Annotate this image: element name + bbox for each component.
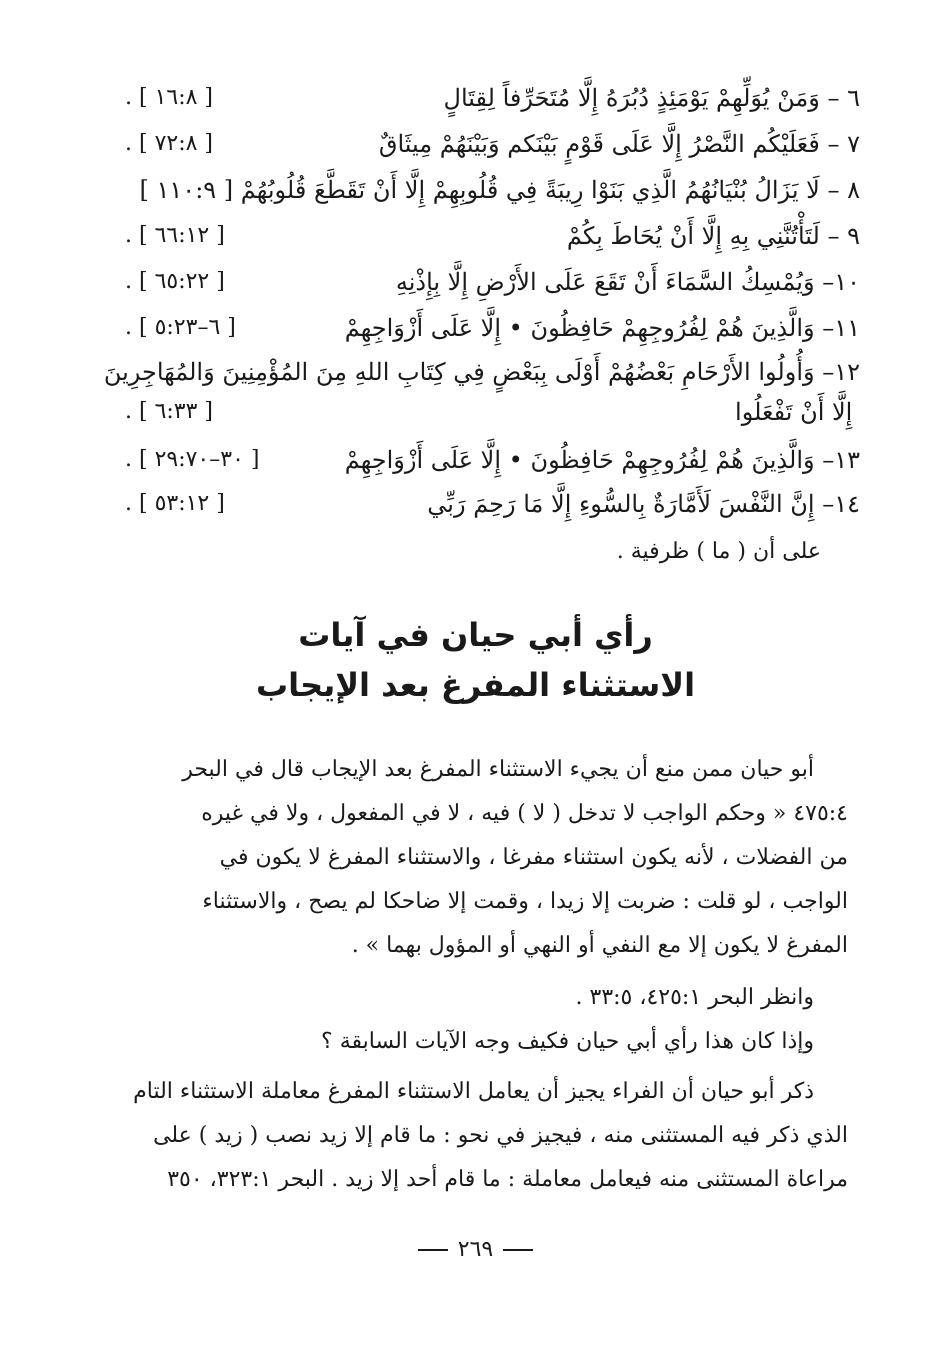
verse-line: [125, 124, 860, 164]
verse-reference: . [ ٦–٥:٢٣ ]: [125, 315, 236, 340]
footnote-remark: على أن ( ما ) ظرفية .: [616, 539, 821, 564]
paragraph-line: ٤٧٥:٤ « وحكم الواجب لا تدخل ( لا ) فيه ، لا في المفعول ، ولا في غيره: [201, 801, 848, 826]
verse-text: وَمَنْ يُوَلِّهِمْ يَوْمَئِذٍ دُبُرَهُ إِلَّا مُتَحَرِّفاً لِقِتَالٍ: [443, 84, 820, 112]
verse-number: ٩ –: [827, 222, 860, 250]
paragraph: [123, 976, 848, 1064]
verse-line: [103, 352, 860, 392]
verse-text: إِنَّ النَّفْسَ لَأَمَّارَةٌ بِالسُّوءِ إِلَّا مَا رَحِمَ رَبِّي: [427, 490, 815, 518]
verse-text: لَا يَزَالُ بُنْيَانُهُمُ الَّذِي بَنَوْا رِيبَةً فِي قُلُوبِهِمْ إِلَّا أَنْ تَقَطَّعَ قُلُوبُهُمْ [ ١١٠:٩ ]: [139, 176, 820, 204]
verse-number: ٨ –: [827, 176, 860, 204]
section-heading-line1: رأي أبي حيان في آيات: [298, 616, 653, 654]
verse-line: [125, 78, 860, 118]
verse-reference: . [ ١٦:٨ ]: [125, 85, 214, 110]
verse-number: ١٤–: [822, 490, 860, 518]
page-number: [0, 1232, 951, 1268]
section-heading-line2: الاستثناء المفرغ بعد الإيجاب: [255, 666, 696, 704]
paragraph: [123, 1070, 848, 1202]
verse-reference: . [ ٦٦:١٢ ]: [125, 223, 225, 248]
paragraph-line: الواجب ، لو قلت : ضربت إلا زيدا ، وقمت إلا ضاحكا لم يصح ، والاستثناء: [202, 889, 848, 914]
verse-reference: . [ ٦:٣٣ ]: [125, 399, 214, 424]
verse-number: ٦ –: [827, 84, 860, 112]
verse-text: إِلَّا أَنْ تَفْعَلُوا: [735, 398, 853, 426]
verse-line: [125, 484, 860, 524]
verse-line: [125, 308, 860, 348]
verse-text: وَالَّذِينَ هُمْ لِفُرُوجِهِمْ حَافِظُونَ • إِلَّا عَلَى أَزْوَاجِهِمْ: [344, 446, 815, 474]
verse-text: وَأُولُوا الأَرْحَامِ بَعْضُهُمْ أَوْلَى بِبَعْضٍ فِي كِتَابِ اللهِ مِنَ المُؤْمِنِينَ وَالمُهَاجِرِينَ: [103, 358, 815, 386]
verse-number: ٧ –: [827, 130, 860, 158]
verse-number: ١١–: [822, 314, 860, 342]
verse-reference: . [ ٥٣:١٢ ]: [125, 491, 225, 516]
verse-line: [125, 440, 860, 480]
dash-left: [503, 1249, 533, 1251]
verse-text: فَعَلَيْكُم النَّصْرُ إِلَّا عَلَى قَوْمٍ بَيْنَكم وَبَيْنَهُمْ مِيثَاقٌ: [378, 130, 820, 158]
verse-line-continuation: [125, 392, 860, 432]
verse-number: ١٠–: [822, 268, 860, 296]
paragraph: [123, 748, 848, 968]
verse-line: [125, 216, 860, 256]
paragraph-line: من الفضلات ، لأنه يكون استثناء مفرغا ، والاستثناء المفرغ لا يكون في: [219, 845, 848, 870]
verse-reference: . [ ٣٠–٢٩:٧٠ ]: [125, 447, 260, 472]
verse-line: [125, 262, 860, 302]
paragraph-line: وانظر البحر ٤٢٥:١، ٣٣:٥ .: [575, 985, 814, 1010]
paragraph-line: أبو حيان ممن منع أن يجيء الاستثناء المفرغ بعد الإيجاب قال في البحر: [182, 757, 814, 782]
paragraph-line: مراعاة المستثنى منه فيعامل معاملة : ما قام أحد إلا زيد . البحر ٣٢٣:١، ٣٥٠: [167, 1167, 848, 1192]
verse-reference: . [ ٧٢:٨ ]: [125, 131, 214, 156]
verse-number: ١٣–: [822, 446, 860, 474]
verse-number: ١٢–: [822, 358, 860, 386]
verse-text: لَتَأْتُنَّنِي بِهِ إِلَّا أَنْ يُحَاطَ بِكُمْ: [566, 222, 820, 250]
verse-text: وَالَّذِينَ هُمْ لِفُرُوجِهِمْ حَافِظُونَ • إِلَّا عَلَى أَزْوَاجِهِمْ: [344, 314, 815, 342]
verse-reference: . [ ٦٥:٢٢ ]: [125, 269, 225, 294]
page-number-text: ٢٦٩: [457, 1237, 494, 1262]
paragraph-line: وإذا كان هذا رأي أبي حيان فكيف وجه الآيات السابقة ؟: [321, 1029, 814, 1054]
verse-text: وَيُمْسِكُ السَّمَاءَ أَنْ تَقَعَ عَلَى الأَرْضِ إِلَّا بِإِذْنِهِ: [395, 268, 815, 296]
dash-right: [418, 1249, 448, 1251]
paragraph-line: المفرغ لا يكون إلا مع النفي أو النهي أو المؤول بهما » .: [351, 933, 848, 958]
verse-line: [125, 170, 860, 210]
paragraph-line: ذكر أبو حيان أن الفراء يجيز أن يعامل الاستثناء المفرغ معاملة الاستثناء التام: [133, 1079, 814, 1104]
paragraph-line: الذي ذكر فيه المستثنى منه ، فيجيز في نحو : ما قام إلا زيد نصب ( زيد ) على: [153, 1123, 848, 1148]
